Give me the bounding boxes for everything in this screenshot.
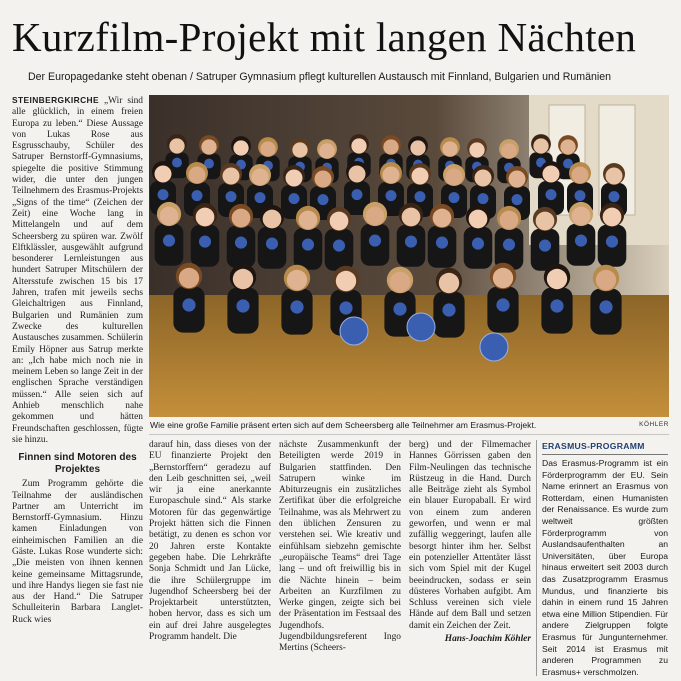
- student-figure: [433, 268, 464, 338]
- photo-caption: Wie eine große Familie präsent erten sich auf dem Scheersberg alle Teilnehmer am Erasmus-Projekt.: [150, 420, 537, 430]
- student-face: [596, 270, 616, 290]
- subheadline: Der Europagedanke steht obenan / Satruper Gymnasium pflegt kulturellen Austausch mit Finnland, Bulgarien und Rumänien: [28, 71, 611, 83]
- student-figure: [487, 263, 518, 333]
- student-face: [287, 270, 307, 290]
- body-text: nächste Zusammenkunft der Beteiligten werde 2019 in Bulgarien stattfinden. Den Satrupern winke im Abiturzeugnis ein zusätzliches Zertifikat über die erfolgreiche Teilnahme, was als Mehrwert zu den üblichen Zensuren zu verstehen sei. Wie kreativ und einfühlsam siebzehn gemischte „europäische Teams“ drei Tage lang – und oft freiwillig bis in die Nächte hinein – beim Arbeiten an Kurzfilmen zu Werke gingen, zeigte sich bei der Präsentation im Festsaal des Jugendhofs. Jugendbildungsreferent Ingo Mertins (Scheers-: [279, 440, 401, 654]
- shirt-emblem-icon: [172, 158, 182, 168]
- dateline: STEINBERGKIRCHE: [12, 95, 99, 105]
- intro-text: „Wir sind alle glücklich, in einem freien Europa zu leben.“ Diese Aussage von Lukas Rose aus Esgrusschauby, Schüler des Satruper Bernstorff-Gymnasiums, spiegelte die positive Stimmung wider, die unter den jungen Teilnehmern des Erasmus-Projekts „Signs of the time“ (Zeichen der Zeit) eine Woche lang in Mittelangeln und auf dem Scheersberg zu spüren war. Zwölf Elftklässler, ausgewählt aufgrund besonderer Lernleistungen aus hundert Satruper Mitschülern der Altersstufe zwischen 15 bis 17 Jahren, trafen mit jeweils sechs Gleichaltrigen aus Finnland, Bulgarien und Rumänien zum Zwecke des kulturellen Austausches zusammen. Schülerin Emily Höpner aus Satrup merkte an: „Ich habe mich noch nie in meinem Leben so lange Zeit in der englischen Sprache verständigen müssen.“ Alle seien sich auf Anhieb menschlich nahe gekommen und hätten Freundschaften geschlossen, fügte sie hinzu.: [12, 96, 143, 445]
- shirt-emblem-icon: [575, 190, 586, 201]
- student-figure: [281, 265, 312, 335]
- shirt-emblem-icon: [503, 239, 515, 251]
- student-figure: [598, 203, 627, 267]
- shirt-emblem-icon: [546, 189, 557, 200]
- student-face: [501, 143, 516, 158]
- shirt-emblem-icon: [478, 193, 489, 204]
- body-text: berg) und der Filmemacher Hannes Görrissen gaben den Film-Neulingen das technische Rüstzeug in die Hand. Durch alle Beiträge zieht als Symbol ein blauer Europaball. Er wird von einem zum anderen geworfen, und wenn er mal zufällig weggeringt, laufen alle besorgt hinter ihm her. Selbst ein potenzieller Attentäter lässt sich vom Spiel mit der Kugel beeindrucken, sodass er sein düsteres Vorhaben aufgibt. Am Schluss vereinen sich viele Hände auf dem Ball und setzen damit ein Zeichen der Zeit.: [409, 440, 531, 631]
- student-figure: [361, 202, 390, 266]
- shirt-emblem-icon: [436, 237, 448, 249]
- student-face: [603, 208, 622, 227]
- info-box-text: Das Erasmus-Programm ist ein Förderprogramm der EU. Sein Name erinnert an Erasmus von Rotterdam, einen Humanisten der Renaissance. Es wurde zum weltweit größten Förderprogramm von Auslandsaufenthalten an Universitäten, über Europa hinaus erweitert seit 2003 durch das Zusatzprogramm Erasmus Mundus, und finanzierte bis dahin in einem rund 15 Jahren etwa eine Million Stipendien. Für andere Zielgruppen folgte Erasmus für Jungunternehmer. Seit 2014 ist Erasmus mit anderen Programmen zu Erasmus+ verschmolzen.: [542, 458, 668, 677]
- article-column-1: [12, 95, 143, 677]
- info-box-title: ERASMUS-PROGRAMM: [542, 441, 668, 455]
- shirt-emblem-icon: [606, 236, 618, 248]
- shirt-emblem-icon: [415, 191, 426, 202]
- student-face: [160, 207, 179, 226]
- photo-credit: KÖHLER: [639, 421, 669, 428]
- student-face: [446, 169, 463, 186]
- student-face: [155, 166, 172, 183]
- student-face: [390, 272, 410, 292]
- student-face: [469, 210, 488, 229]
- shirt-emblem-icon: [496, 298, 509, 311]
- student-face: [402, 208, 421, 227]
- student-face: [319, 143, 334, 158]
- student-face: [383, 167, 400, 184]
- student-figure: [325, 207, 354, 271]
- group-photo: [149, 95, 669, 417]
- student-figure: [541, 264, 572, 334]
- student-face: [366, 207, 385, 226]
- student-face: [233, 140, 248, 155]
- shirt-emblem-icon: [550, 299, 563, 312]
- shirt-emblem-icon: [318, 194, 329, 205]
- student-face: [351, 138, 366, 153]
- shirt-emblem-icon: [386, 190, 397, 201]
- student-figure: [464, 205, 493, 269]
- student-face: [232, 209, 251, 228]
- shirt-emblem-icon: [255, 192, 266, 203]
- shirt-emblem-icon: [163, 235, 175, 247]
- shirt-emblem-icon: [369, 235, 381, 247]
- photo-illustration: [149, 95, 669, 417]
- student-face: [500, 211, 519, 230]
- shirt-emblem-icon: [226, 191, 237, 202]
- student-face: [263, 210, 282, 229]
- shirt-emblem-icon: [449, 192, 460, 203]
- shirt-emblem-icon: [472, 238, 484, 250]
- shirt-emblem-icon: [539, 240, 551, 252]
- student-figure: [590, 265, 621, 335]
- student-face: [189, 167, 206, 184]
- student-face: [299, 211, 318, 230]
- student-face: [433, 209, 452, 228]
- student-face: [536, 212, 555, 231]
- student-face: [493, 268, 513, 288]
- sidebar-divider: [536, 440, 537, 676]
- student-face: [442, 141, 457, 156]
- shirt-emblem-icon: [182, 298, 195, 311]
- student-face: [560, 139, 575, 154]
- shirt-emblem-icon: [352, 189, 363, 200]
- europa-ball-icon: [340, 317, 368, 345]
- student-face: [223, 168, 240, 185]
- student-face: [412, 168, 429, 185]
- student-face: [179, 268, 199, 288]
- headline: Kurzfilm-Projekt mit langen Nächten: [12, 14, 637, 60]
- shirt-emblem-icon: [266, 238, 278, 250]
- shirt-emblem-icon: [609, 191, 620, 202]
- shirt-emblem-icon: [405, 236, 417, 248]
- student-figure: [258, 205, 287, 269]
- student-face: [252, 169, 269, 186]
- info-box: [542, 441, 668, 677]
- student-figure: [294, 206, 323, 270]
- shirt-emblem-icon: [192, 190, 203, 201]
- student-face: [315, 171, 332, 188]
- student-face: [336, 271, 356, 291]
- student-figure: [191, 203, 220, 267]
- student-face: [547, 269, 567, 289]
- shirt-emblem-icon: [442, 303, 455, 316]
- student-face: [349, 166, 366, 183]
- student-face: [260, 141, 275, 156]
- shirt-emblem-icon: [393, 302, 406, 315]
- student-face: [233, 269, 253, 289]
- student-face: [475, 170, 492, 187]
- student-figure: [155, 202, 184, 266]
- student-figure: [531, 207, 560, 271]
- byline: Hans-Joachim Köhler: [444, 634, 531, 645]
- student-figure: [227, 204, 256, 268]
- divider: [149, 434, 669, 435]
- shirt-emblem-icon: [236, 299, 249, 312]
- shirt-emblem-icon: [333, 240, 345, 252]
- body-text: darauf hin, dass dieses von der EU finanzierte Projekt den „Bernstorffern“ geradezu auf den Leib geschnitten sei, „weil wir ja eine anerkannte Europaschule sind.“ Als starke Motoren für das gegenwärtige Projekt hätten sich die Finnen betätigt, zu denen es schon vor 20 Jahren erste Kontakte gegeben habe. Die Lehrkräfte Sonja Schmidt und Jan Lücke, die ihre Schülergruppe im Jugendhof Scheersberg bei der Projektarbeit unterstützten, hoben hervor, dass es sich um ein auf drei Jahre ausgelegtes Programm handelt. Die: [149, 440, 271, 643]
- article-column-4: [409, 440, 531, 677]
- student-face: [572, 207, 591, 226]
- student-figure: [428, 204, 457, 268]
- shirt-emblem-icon: [289, 193, 300, 204]
- body-text: Zum Programm gehörte die Teilnahme der ausländischen Partner am Unterricht im Bernstorff-Gymnasium. Hinzu kamen Einladungen von einheimischen Familien an die Gäste. Lukas Rose wunderte sich: „Die meisten von ihnen kennen keine gemeinsame Mittagsrunde, und ihre Handys liegen sie fast nie aus der Hand.“ Die Satruper Schulleiterin Barbara Langlet-Ruck wies: [12, 479, 143, 625]
- shirt-emblem-icon: [339, 301, 352, 314]
- student-face: [439, 273, 459, 293]
- shirt-emblem-icon: [575, 235, 587, 247]
- shirt-emblem-icon: [199, 236, 211, 248]
- student-figure: [227, 264, 258, 334]
- student-figure: [567, 202, 596, 266]
- student-face: [572, 167, 589, 184]
- subheading: Finnen sind Motoren des Projektes: [18, 452, 137, 476]
- article-column-2: [149, 440, 271, 677]
- student-figure: [173, 263, 204, 333]
- student-face: [410, 140, 425, 155]
- europa-ball-icon: [480, 333, 508, 361]
- student-figure: [538, 161, 564, 215]
- student-face: [469, 142, 484, 157]
- student-face: [606, 168, 623, 185]
- student-face: [509, 171, 526, 188]
- student-face: [201, 139, 216, 154]
- europa-ball-icon: [407, 313, 435, 341]
- student-face: [196, 208, 215, 227]
- student-face: [533, 138, 548, 153]
- student-face: [543, 166, 560, 183]
- student-face: [330, 212, 349, 231]
- student-face: [169, 138, 184, 153]
- shirt-emblem-icon: [158, 189, 169, 200]
- shirt-emblem-icon: [302, 239, 314, 251]
- student-figure: [495, 206, 524, 270]
- article-column-3: [279, 440, 401, 677]
- student-face: [286, 170, 303, 187]
- student-face: [292, 142, 307, 157]
- shirt-emblem-icon: [235, 237, 247, 249]
- shirt-emblem-icon: [599, 300, 612, 313]
- student-figure: [397, 203, 426, 267]
- shirt-emblem-icon: [290, 300, 303, 313]
- shirt-emblem-icon: [512, 194, 523, 205]
- student-face: [383, 139, 398, 154]
